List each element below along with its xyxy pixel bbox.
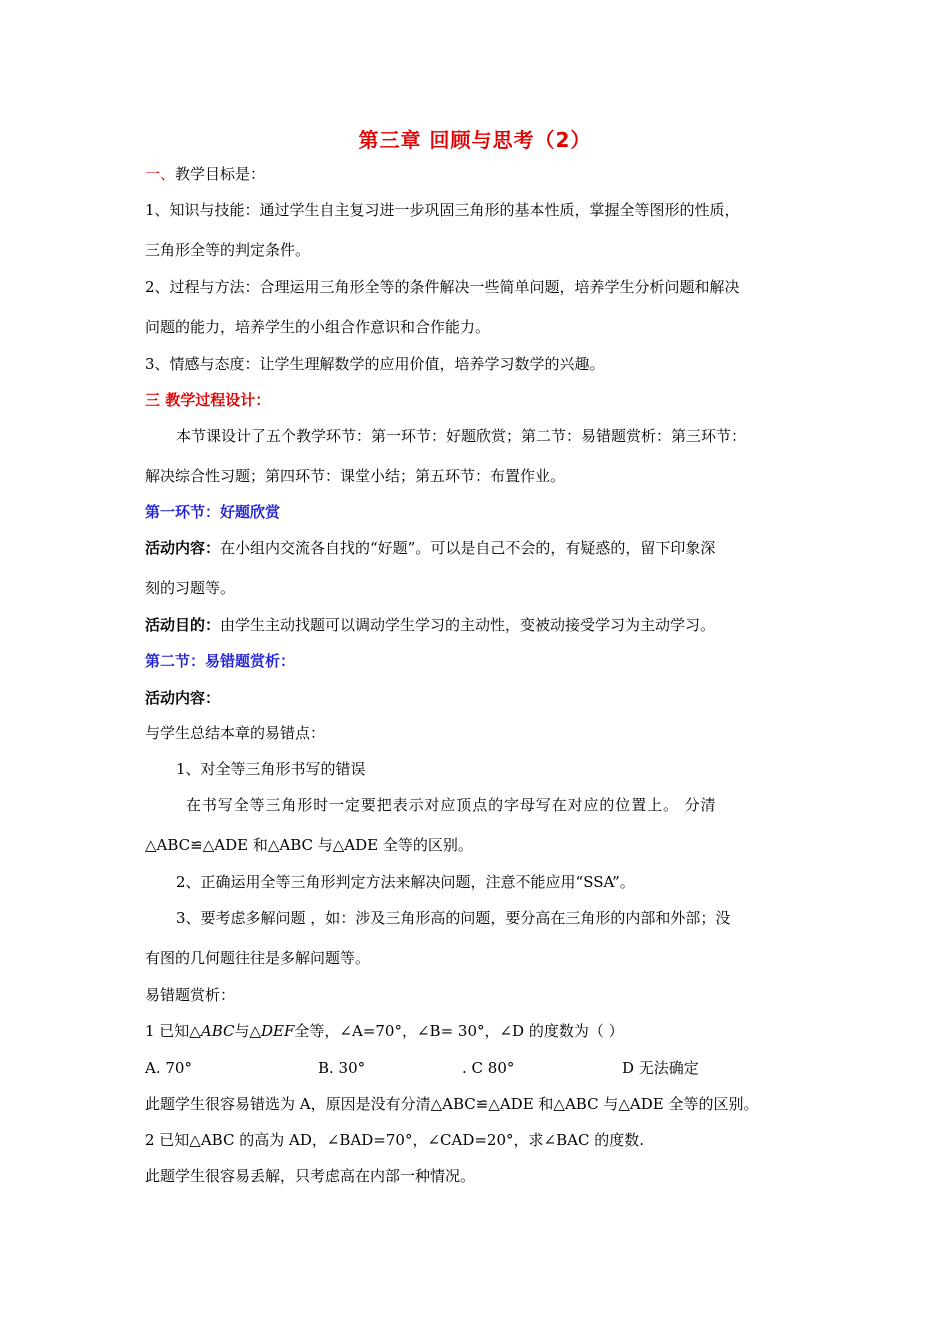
option-b: B. 30° [318, 1059, 366, 1077]
question-1-def: DEF [261, 1022, 295, 1040]
question-1-prefix: 1 已知△ [145, 1022, 201, 1040]
option-c: . C 80° [462, 1059, 515, 1077]
option-d: D 无法确定 [622, 1059, 699, 1077]
goal-1-line-b: 三角形全等的判定条件。 [145, 241, 311, 259]
process-heading: 三 教学过程设计： [145, 391, 271, 409]
section1-content-b: 刻的习题等。 [145, 579, 236, 597]
goal-2-line-b: 问题的能力，培养学生的小组合作意识和合作能力。 [145, 318, 491, 336]
goals-heading [145, 164, 265, 184]
page-title: 第三章 回顾与思考（2） [358, 128, 592, 152]
section2-point-1-detail-a: 在书写全等三角形时一定要把表示对应顶点的字母写在对应的位置上。 分清 [186, 796, 717, 814]
question-2-note: 此题学生很容易丢解，只考虑高在内部一种情况。 [145, 1167, 476, 1185]
question-1-note: 此题学生很容易错选为 A，原因是没有分清△ABC≌△ADE 和△ABC 与△ADE 全等的区别。 [145, 1095, 759, 1113]
section2-point-3-a: 3、要考虑多解问题 ，如：涉及三角形高的问题，要分高在三角形的内部和外部；没 [176, 909, 731, 927]
section2-point-2: 2、正确运用全等三角形判定方法来解决问题，注意不能应用“SSA”。 [176, 873, 635, 891]
section2-summary: 与学生总结本章的易错点： [145, 724, 326, 742]
option-a: A. 70° [145, 1059, 192, 1077]
analysis-label: 易错题赏析： [145, 986, 236, 1004]
process-intro-b: 解决综合性习题；第四环节：课堂小结；第五环节：布置作业。 [145, 467, 566, 485]
section2-point-3-b: 有图的几何题往往是多解问题等。 [145, 949, 371, 967]
section1-heading: 第一环节：好题欣赏 [145, 503, 281, 521]
section1-content-a [145, 538, 715, 558]
section2-point-1: 1、对全等三角形书写的错误 [176, 760, 366, 778]
section1-purpose-text: 由学生主动找题可以调动学生学习的主动性，变被动接受学习为主动学习。 [220, 616, 716, 634]
section2-point-1-detail-b: △ABC≌△ADE 和△ABC 与△ADE 全等的区别。 [145, 836, 473, 854]
section1-purpose-label: 活动目的： [145, 616, 221, 634]
goals-heading-text: 教学目标是： [175, 165, 266, 183]
goal-3: 3、情感与态度：让学生理解数学的应用价值，培养学习数学的兴趣。 [145, 355, 605, 373]
section2-content-label: 活动内容： [145, 689, 221, 707]
goal-1-line-a: 1、知识与技能：通过学生自主复习进一步巩固三角形的基本性质，掌握全等图形的性质， [145, 201, 740, 219]
process-intro-a: 本节课设计了五个教学环节：第一环节：好题欣赏；第二节：易错题赏析：第三环节： [176, 427, 747, 445]
goals-heading-number: 一、 [145, 165, 176, 183]
section2-heading: 第二节：易错题赏析： [145, 652, 296, 670]
question-1-suffix: 全等，∠A=70°，∠B= 30°，∠D 的度数为（ ） [294, 1022, 624, 1040]
section1-purpose [145, 615, 715, 635]
question-2: 2 已知△ABC 的高为 AD，∠BAD=70°，∠CAD=20°，求∠BAC 的度数. [145, 1131, 644, 1149]
question-1-abc: ABC [200, 1022, 235, 1040]
question-1-mid: 与△ [234, 1022, 262, 1040]
goal-2-line-a: 2、过程与方法：合理运用三角形全等的条件解决一些简单问题，培养学生分析问题和解决 [145, 278, 740, 296]
section1-content-text: 在小组内交流各自找的“好题”。可以是自己不会的，有疑惑的，留下印象深 [220, 539, 716, 557]
section1-content-label: 活动内容： [145, 539, 221, 557]
question-1 [145, 1021, 624, 1041]
